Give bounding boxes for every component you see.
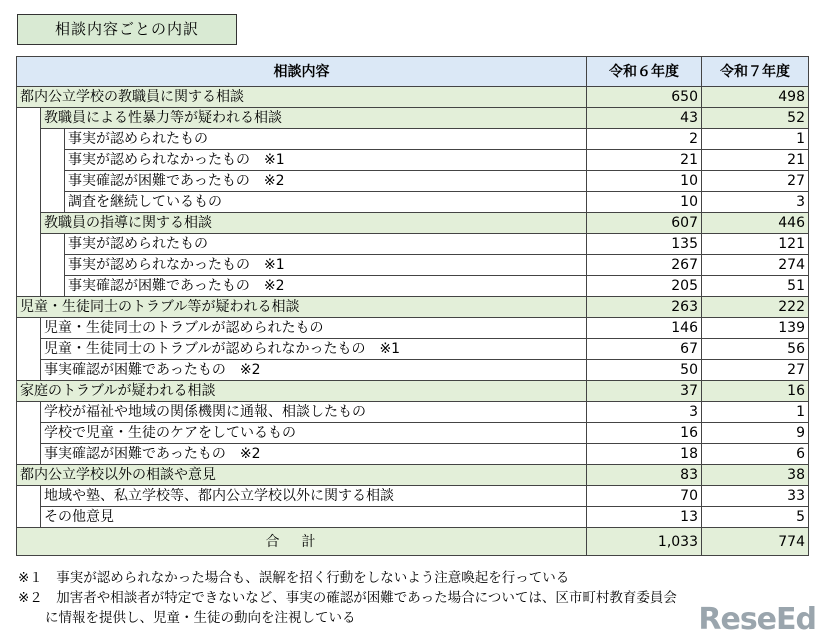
indent-cell <box>17 171 41 192</box>
value-r7: 274 <box>702 255 809 276</box>
reseed-logo: ReseEd <box>698 602 816 637</box>
value-r6: 205 <box>587 276 702 297</box>
row-label: 児童・生徒同士のトラブル等が疑われる相談 <box>17 297 587 318</box>
footnotes <box>18 568 677 628</box>
value-r6: 263 <box>587 297 702 318</box>
value-r7: 27 <box>702 171 809 192</box>
indent-cell <box>17 402 41 423</box>
row-label: 事実が認められたもの <box>65 129 587 150</box>
indent-cell <box>17 129 41 150</box>
table-row <box>17 381 809 402</box>
row-label: 都内公立学校以外の相談や意見 <box>17 465 587 486</box>
indent-cell <box>41 171 65 192</box>
indent-cell <box>17 276 41 297</box>
value-r7: 446 <box>702 213 809 234</box>
table-row <box>17 192 809 213</box>
value-r7: 9 <box>702 423 809 444</box>
indent-cell <box>41 276 65 297</box>
value-r6: 70 <box>587 486 702 507</box>
total-r7: 774 <box>702 528 809 556</box>
value-r7: 27 <box>702 360 809 381</box>
table-row <box>17 402 809 423</box>
value-r7: 52 <box>702 108 809 129</box>
indent-cell <box>17 339 41 360</box>
value-r6: 267 <box>587 255 702 276</box>
row-label: 事実確認が困難であったもの ※2 <box>41 360 587 381</box>
indent-cell <box>41 192 65 213</box>
indent-cell <box>41 255 65 276</box>
header-r7: 令和７年度 <box>702 57 809 87</box>
table-row <box>17 276 809 297</box>
value-r6: 21 <box>587 150 702 171</box>
total-r6: 1,033 <box>587 528 702 556</box>
table-row <box>17 507 809 528</box>
table-row <box>17 339 809 360</box>
row-label: その他意見 <box>41 507 587 528</box>
value-r6: 2 <box>587 129 702 150</box>
indent-cell <box>17 150 41 171</box>
footnote-2: ※２ 加害者や相談者が特定できないなど、事実の確認が困難であった場合については、区市町村教育委員会 <box>18 590 677 606</box>
value-r7: 222 <box>702 297 809 318</box>
row-label: 児童・生徒同士のトラブルが認められたもの <box>41 318 587 339</box>
row-label: 教職員による性暴力等が疑われる相談 <box>41 108 587 129</box>
header-r6: 令和６年度 <box>587 57 702 87</box>
indent-cell <box>17 108 41 129</box>
value-r6: 135 <box>587 234 702 255</box>
table-row <box>17 87 809 108</box>
value-r7: 6 <box>702 444 809 465</box>
table-row <box>17 444 809 465</box>
value-r6: 83 <box>587 465 702 486</box>
value-r7: 5 <box>702 507 809 528</box>
indent-cell <box>17 234 41 255</box>
row-label: 事実確認が困難であったもの ※2 <box>65 276 587 297</box>
indent-cell <box>17 255 41 276</box>
row-label: 調査を継続しているもの <box>65 192 587 213</box>
indent-cell <box>41 129 65 150</box>
row-label: 教職員の指導に関する相談 <box>41 213 587 234</box>
indent-cell <box>17 486 41 507</box>
value-r6: 50 <box>587 360 702 381</box>
row-label: 事実が認められなかったもの ※1 <box>65 150 587 171</box>
value-r7: 498 <box>702 87 809 108</box>
consultation-table <box>16 56 809 556</box>
value-r6: 650 <box>587 87 702 108</box>
value-r7: 139 <box>702 318 809 339</box>
value-r6: 3 <box>587 402 702 423</box>
value-r6: 13 <box>587 507 702 528</box>
total-row <box>17 528 809 556</box>
value-r7: 1 <box>702 402 809 423</box>
indent-cell <box>17 507 41 528</box>
value-r6: 10 <box>587 192 702 213</box>
footnote-1: ※１ 事実が認められなかった場合も、誤解を招く行動をしないよう注意喚起を行っている <box>18 570 570 586</box>
value-r7: 16 <box>702 381 809 402</box>
table-row <box>17 297 809 318</box>
value-r7: 33 <box>702 486 809 507</box>
value-r6: 146 <box>587 318 702 339</box>
header-content: 相談内容 <box>17 57 587 87</box>
table-row <box>17 171 809 192</box>
value-r7: 56 <box>702 339 809 360</box>
table-row <box>17 150 809 171</box>
row-label: 事実確認が困難であったもの ※2 <box>41 444 587 465</box>
table-row <box>17 213 809 234</box>
indent-cell <box>17 444 41 465</box>
row-label: 事実確認が困難であったもの ※2 <box>65 171 587 192</box>
table-row <box>17 108 809 129</box>
value-r6: 18 <box>587 444 702 465</box>
value-r7: 1 <box>702 129 809 150</box>
value-r7: 121 <box>702 234 809 255</box>
indent-cell <box>17 213 41 234</box>
row-label: 事実が認められたもの <box>65 234 587 255</box>
row-label: 事実が認められなかったもの ※1 <box>65 255 587 276</box>
row-label: 地域や塾、私立学校等、都内公立学校以外に関する相談 <box>41 486 587 507</box>
value-r6: 37 <box>587 381 702 402</box>
value-r6: 16 <box>587 423 702 444</box>
table-header-row <box>17 57 809 87</box>
table-row <box>17 318 809 339</box>
value-r6: 607 <box>587 213 702 234</box>
indent-cell <box>17 192 41 213</box>
total-label: 合計 <box>17 528 587 556</box>
table-row <box>17 486 809 507</box>
indent-cell <box>17 318 41 339</box>
row-label: 学校で児童・生徒のケアをしているもの <box>41 423 587 444</box>
row-label: 学校が福祉や地域の関係機関に通報、相談したもの <box>41 402 587 423</box>
table-row <box>17 360 809 381</box>
indent-cell <box>41 234 65 255</box>
row-label: 児童・生徒同士のトラブルが認められなかったもの ※1 <box>41 339 587 360</box>
table-row <box>17 129 809 150</box>
row-label: 都内公立学校の教職員に関する相談 <box>17 87 587 108</box>
value-r6: 43 <box>587 108 702 129</box>
value-r7: 38 <box>702 465 809 486</box>
table-row <box>17 234 809 255</box>
row-label: 家庭のトラブルが疑われる相談 <box>17 381 587 402</box>
value-r6: 67 <box>587 339 702 360</box>
footnote-2-continued: に情報を提供し、児童・生徒の動向を注視している <box>18 610 356 626</box>
table-row <box>17 465 809 486</box>
table-row <box>17 423 809 444</box>
value-r7: 21 <box>702 150 809 171</box>
indent-cell <box>41 150 65 171</box>
page-title: 相談内容ごとの内訳 <box>17 14 237 45</box>
value-r7: 51 <box>702 276 809 297</box>
value-r7: 3 <box>702 192 809 213</box>
table-row <box>17 255 809 276</box>
value-r6: 10 <box>587 171 702 192</box>
indent-cell <box>17 360 41 381</box>
indent-cell <box>17 423 41 444</box>
